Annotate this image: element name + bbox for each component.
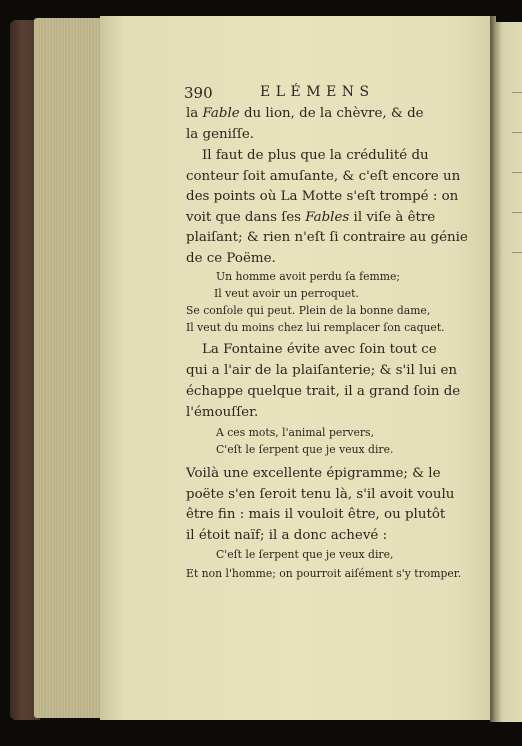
text-line — [186, 169, 460, 188]
page-header — [184, 84, 384, 106]
italic-title: Fables — [305, 209, 350, 225]
verse-line: Un homme avoit perdu ſa femme; — [216, 270, 401, 283]
text-run: La Fontaine évite avec ſoin tout ce — [202, 342, 437, 357]
text-line — [186, 487, 454, 506]
text-line — [186, 528, 387, 547]
text-line — [186, 106, 424, 125]
text-run: du lion, de la chèvre, & de — [239, 106, 424, 121]
running-head: ELÉMENS — [260, 84, 375, 100]
text-line — [186, 405, 258, 424]
verse-line: A ces mots, l'animal pervers, — [216, 426, 375, 439]
right-page-edge — [494, 22, 522, 722]
text-run: de ce Poëme. — [186, 250, 276, 266]
verse-line: Il veut du moins chez lui remplacer ſon caquet. — [186, 321, 445, 334]
text-line — [186, 127, 254, 146]
text-run: voit que dans ſes — [186, 209, 306, 225]
text-run: être fin : mais il vouloit être, ou plutôt — [186, 507, 446, 522]
text-run: Il faut de plus que la crédulité du — [202, 148, 429, 163]
text-run: poëte s'en ſeroit tenu là, s'il avoit voulu — [186, 486, 455, 502]
italic-title: Fable — [202, 106, 240, 121]
text-run: des points où La Motte s'eſt trompé : on — [186, 189, 459, 204]
verse-line: C'eſt le ſerpent que je veux dire, — [216, 548, 394, 561]
text-line — [202, 148, 429, 167]
verse-line: Il veut avoir un perroquet. — [214, 287, 359, 300]
text-line — [186, 230, 468, 249]
text-run: il viſe à être — [349, 209, 436, 225]
text-run: échappe quelque trait, il a grand ſoin de — [186, 384, 461, 399]
text-run: conteur ſoit amuſante, & c'eſt encore un — [186, 168, 461, 184]
text-line — [186, 507, 445, 526]
text-run: la geniſſe. — [186, 127, 255, 142]
text-line — [186, 210, 435, 229]
text-line — [186, 251, 276, 270]
text-run: plaiſant; & rien n'eſt ſi contraire au génie — [186, 230, 468, 245]
text-line — [186, 189, 458, 208]
text-line — [186, 384, 460, 403]
text-run: l'émouſſer. — [186, 405, 259, 420]
verse-line: Et non l'homme; on pourroit aiſément s'y tromper. — [186, 567, 462, 580]
page-number: 390 — [184, 84, 213, 102]
text-run: Voilà une excellente épigramme; & le — [186, 466, 441, 481]
text-line — [186, 466, 441, 485]
text-line — [202, 342, 437, 361]
text-run: qui a l'air de la plaiſanterie; & s'il lui en — [186, 363, 458, 378]
text-run: il étoit naïf; il a donc achevé : — [186, 527, 388, 543]
page-edges — [34, 18, 104, 718]
text-line — [186, 363, 457, 382]
verse-line: Se conſole qui peut. Plein de la bonne dame, — [186, 304, 431, 317]
text-run: la — [186, 106, 203, 121]
verse-line: C'eſt le ſerpent que je veux dire. — [216, 443, 394, 456]
